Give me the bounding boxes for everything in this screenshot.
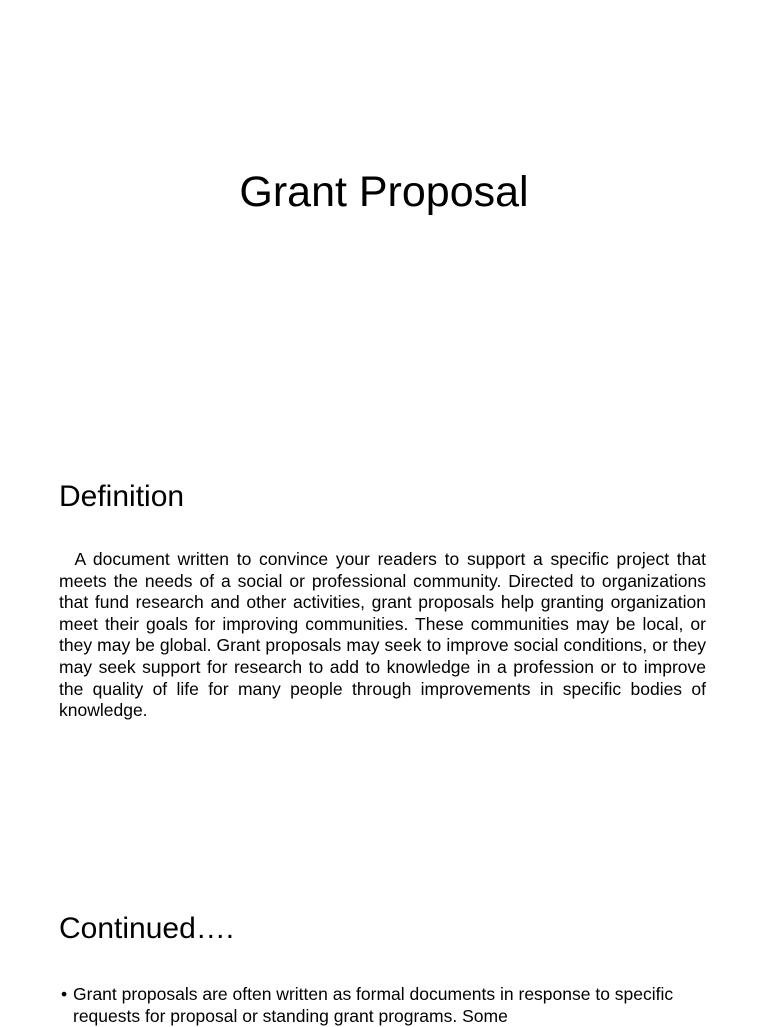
definition-slide: [0, 432, 768, 864]
continued-slide: [0, 864, 768, 1024]
bullet-marker: •: [61, 984, 68, 1004]
bullet-text: Grant proposals are often written as formal documents in response to specific requests for proposal or standing grant programs. Some: [73, 984, 674, 1026]
document-title: Grant Proposal: [239, 168, 529, 216]
definition-paragraph: A document written to convince your readers to support a specific project that meets the needs of a social or professional community. Directed to organizations that fund research and other activities, grant proposals help granting organization meet their goals for improving communities. These communities may be local, or they may be global. Grant proposals may seek to improve social conditions, or they may seek support for research to add to knowledge in a profession or to improve the quality of life for many people through improvements in specific bodies of knowledge.: [59, 549, 711, 721]
slide-heading-continued: Continued….: [59, 912, 235, 945]
title-slide: [0, 0, 768, 432]
slide-heading-definition: Definition: [59, 480, 185, 513]
list-item: [59, 984, 709, 1027]
bullet-list: [59, 984, 709, 1027]
